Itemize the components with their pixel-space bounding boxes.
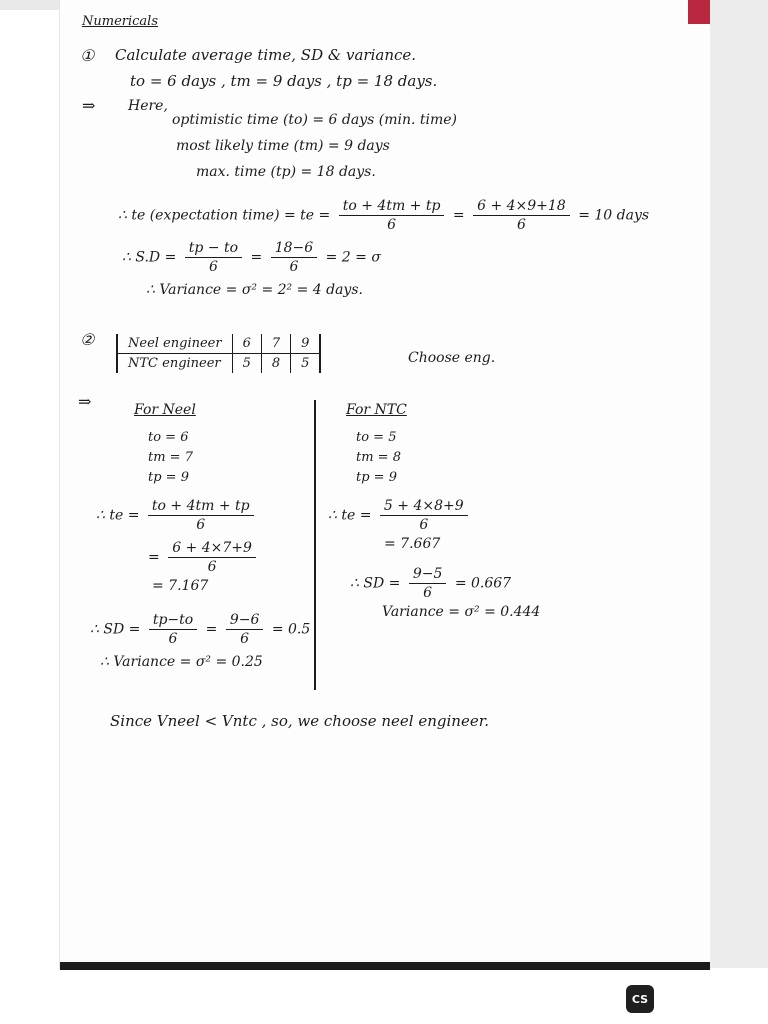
ntc-te-numerator: 5 + 4×8+9: [380, 498, 468, 516]
q1-sd-numerator-2: 18−6: [271, 240, 317, 258]
neel-sd-equals: =: [205, 621, 218, 638]
neel-to: to = 6: [148, 430, 189, 445]
ntc-te-prefix: ∴ te =: [328, 507, 372, 524]
q1-te-denominator: 6: [387, 217, 397, 233]
ntc-to: to = 5: [356, 430, 397, 445]
ntc-te-fraction: [380, 498, 468, 533]
q1-sd-equals: =: [250, 249, 263, 266]
ntc-heading: For NTC: [346, 402, 407, 418]
q1-te-prefix: ∴ te (expectation time) = te =: [118, 207, 331, 224]
q1-sd-fraction: [185, 240, 242, 275]
ntc-sd-denominator: 6: [423, 585, 433, 601]
q1-sd-line: [122, 240, 381, 275]
neel-te-line: [96, 498, 258, 533]
ntc-sd-numerator: 9−5: [409, 566, 447, 584]
q2-conclusion: Since Vneel < Vntc , so, we choose neel engineer.: [110, 712, 489, 730]
q1-sd-denominator: 6: [208, 259, 218, 275]
ntc-te-line: [328, 498, 472, 533]
neel-sd-fraction-2: [226, 612, 264, 647]
neel-heading: For Neel: [134, 402, 196, 418]
q1-te-equals: =: [452, 207, 465, 224]
neel-te-result: = 7.167: [152, 578, 209, 594]
q2-table-wrap: [116, 334, 321, 373]
ntc-sd-line: [350, 566, 511, 601]
q1-te-numerator-2: 6 + 4×9+18: [473, 198, 570, 216]
ntc-tp: tp = 9: [356, 470, 397, 485]
neel-te-step: [148, 540, 260, 575]
q1-te-numerator: to + 4tm + tp: [339, 198, 445, 216]
neel-sd-numerator: tp−to: [149, 612, 197, 630]
neel-te-denominator: 6: [196, 517, 206, 533]
q2-comparison-table: [116, 334, 321, 373]
neel-tm: tm = 7: [148, 450, 193, 465]
q1-variance: ∴ Variance = σ² = 2² = 4 days.: [146, 282, 363, 298]
table-cell: 6: [232, 334, 261, 354]
q1-number: ①: [80, 46, 95, 65]
page-bottom-edge: [60, 962, 710, 970]
q1-te-fraction-2: [473, 198, 570, 233]
neel-te-step-numerator: 6 + 4×7+9: [168, 540, 256, 558]
page-heading: Numericals: [82, 14, 159, 29]
neel-te-step-equals: =: [148, 549, 160, 566]
ntc-tm: tm = 8: [356, 450, 401, 465]
page-edge: [0, 0, 60, 10]
q1-te-denominator-2: 6: [516, 217, 526, 233]
neel-sd-line: [90, 612, 310, 647]
neel-sd-denominator: 6: [168, 631, 178, 647]
table-cell: 5: [291, 354, 321, 374]
neel-sd-denominator-2: 6: [240, 631, 250, 647]
neel-te-fraction: [148, 498, 254, 533]
ntc-sd-prefix: ∴ SD =: [350, 575, 401, 592]
neel-tp: tp = 9: [148, 470, 189, 485]
q2-arrow: ⇒: [78, 392, 92, 411]
ntc-te-denominator: 6: [419, 517, 429, 533]
q2-number: ②: [80, 330, 95, 349]
q1-sd-numerator: tp − to: [185, 240, 242, 258]
page-edge-right: [710, 0, 768, 968]
table-cell: 5: [232, 354, 261, 374]
table-row: [117, 354, 320, 374]
table-cell: Neel engineer: [117, 334, 232, 354]
neel-sd-prefix: ∴ SD =: [90, 621, 141, 638]
table-cell: 7: [261, 334, 290, 354]
neel-sd-numerator-2: 9−6: [226, 612, 264, 630]
q1-title: Calculate average time, SD & variance.: [115, 46, 417, 64]
table-row: [117, 334, 320, 354]
q1-te-result: = 10 days: [578, 207, 650, 224]
q1-te-fraction: [339, 198, 445, 233]
table-cell: NTC engineer: [117, 354, 232, 374]
q1-sd-denominator-2: 6: [289, 259, 299, 275]
q1-optimistic: optimistic time (to) = 6 days (min. time): [172, 112, 458, 128]
neel-sd-fraction: [149, 612, 197, 647]
q1-here: Here,: [128, 98, 168, 114]
neel-te-prefix: ∴ te =: [96, 507, 140, 524]
neel-te-step-fraction: [168, 540, 256, 575]
column-divider: [314, 400, 316, 690]
ntc-sd-fraction: [409, 566, 447, 601]
ntc-variance: Variance = σ² = 0.444: [382, 604, 541, 620]
neel-te-numerator: to + 4tm + tp: [148, 498, 254, 516]
page-corner-mark: [688, 0, 710, 24]
q1-max-time: max. time (tp) = 18 days.: [196, 164, 376, 180]
q1-te-line: [118, 198, 649, 233]
q1-given: to = 6 days , tm = 9 days , tp = 18 days.: [130, 72, 438, 90]
q1-sd-result: = 2 = σ: [325, 249, 381, 266]
ntc-te-result: = 7.667: [384, 536, 441, 552]
camscanner-logo: CS: [626, 985, 654, 1013]
q2-instruction: Choose eng.: [408, 350, 496, 366]
q1-most-likely: most likely time (tm) = 9 days: [176, 138, 390, 154]
neel-te-step-denominator: 6: [207, 559, 217, 575]
ntc-sd-result: = 0.667: [454, 575, 512, 592]
neel-variance: ∴ Variance = σ² = 0.25: [100, 654, 263, 670]
table-cell: 8: [261, 354, 290, 374]
table-cell: 9: [291, 334, 321, 354]
q1-sd-prefix: ∴ S.D =: [122, 249, 177, 266]
q1-sd-fraction-2: [271, 240, 317, 275]
q1-arrow: ⇒: [82, 96, 96, 115]
neel-sd-result: = 0.5: [271, 621, 311, 638]
